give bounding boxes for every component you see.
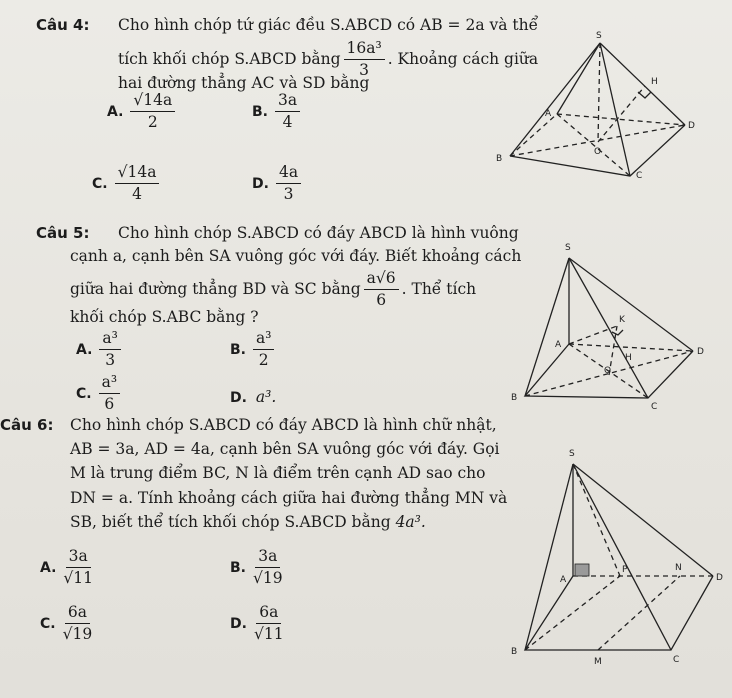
label-h: H: [651, 77, 658, 87]
q4-option-a-den: 2: [147, 113, 158, 132]
q4-option-a-key: A.: [107, 103, 124, 120]
q6-option-c-den: √19: [62, 625, 93, 644]
q6-option-b-den: √19: [253, 569, 283, 588]
q5-option-d-value: a³.: [255, 388, 277, 406]
edge-sc: [569, 258, 648, 398]
q5-line-1: Cho hình chóp S.ABCD có đáy ABCD là hình vuông: [118, 224, 519, 242]
q6-line-1: Cho hình chóp S.ABCD có đáy ABCD là hình chữ nhật,: [70, 416, 497, 434]
q4-option-d-fraction: [276, 164, 301, 203]
q5-line-2: cạnh a, cạnh bên SA vuông góc với đáy. Biết khoảng cách: [70, 247, 522, 265]
label-p: P: [622, 565, 628, 575]
q5-option-a-key: A.: [76, 341, 93, 358]
q5-option-b-num: a³: [253, 330, 274, 350]
label-n: N: [675, 563, 682, 573]
q5-line-3-pre: giữa hai đường thẳng BD và SC bằng: [70, 279, 361, 298]
q6-option-d[interactable]: [230, 604, 287, 643]
q4-option-c[interactable]: [92, 164, 162, 203]
segment-sp: [573, 464, 620, 576]
q5-option-d[interactable]: [230, 388, 276, 406]
q6-option-c[interactable]: [40, 604, 95, 643]
q5-option-a-fraction: [99, 330, 120, 369]
label-o: O: [604, 366, 612, 376]
label-m: M: [594, 657, 602, 667]
q5-option-b-fraction: [253, 330, 274, 369]
q4-option-b[interactable]: [252, 92, 303, 131]
q4-line-1: Cho hình chóp tứ giác đều S.ABCD có AB = 2a và thể: [118, 16, 539, 34]
q5-line-4: khối chóp S.ABC bằng ?: [70, 308, 259, 326]
q4-option-a-num: √14a: [130, 92, 175, 112]
q4-option-d-num: 4a: [276, 164, 301, 184]
q5-option-c-key: C.: [76, 385, 92, 402]
q4-pyramid-figure: [490, 28, 710, 198]
q6-option-a-den: √11: [63, 569, 94, 588]
label-d: D: [697, 347, 704, 357]
q4-line-3: hai đường thẳng AC và SD bằng: [118, 74, 370, 92]
q5-option-c-den: 6: [104, 395, 115, 414]
label-c: C: [651, 402, 658, 412]
q4-option-d-den: 3: [283, 185, 294, 204]
q5-distance-denominator: 6: [376, 291, 387, 310]
label-s: S: [565, 243, 571, 253]
label-b: B: [496, 154, 503, 164]
q5-option-d-key: D.: [230, 390, 247, 406]
q5-option-c-num: a³: [99, 374, 120, 394]
q5-option-b-den: 2: [258, 351, 269, 370]
edge-sb: [525, 258, 569, 396]
base-edge-ad: [569, 344, 693, 351]
q4-option-c-num: √14a: [115, 164, 160, 184]
q4-option-c-key: C.: [92, 175, 108, 192]
label-k: K: [619, 315, 625, 325]
diagonal-ac: [557, 114, 630, 176]
q6-label: Câu 6:: [0, 416, 54, 434]
segment-mn: [598, 576, 680, 650]
segment-ak: [569, 326, 617, 344]
label-a: A: [555, 340, 562, 350]
q6-option-c-num: 6a: [65, 604, 90, 624]
q5-distance-fraction: [364, 270, 399, 309]
q6-option-b-key: B.: [230, 559, 246, 576]
label-a: A: [545, 109, 552, 119]
q5-option-b-key: B.: [230, 341, 246, 358]
q5-option-a[interactable]: [76, 330, 124, 369]
q6-volume-value: 4a³.: [395, 513, 426, 531]
q4-option-c-den: 4: [132, 185, 142, 204]
edge-sd: [573, 464, 713, 576]
q4-label: Câu 4:: [36, 16, 90, 34]
q5-option-a-den: 3: [105, 351, 116, 370]
q5-option-c[interactable]: [76, 374, 123, 413]
height-so: [598, 43, 600, 142]
q6-pyramid-figure: [505, 446, 727, 680]
right-angle-mark-h: [638, 92, 651, 98]
q5-option-c-fraction: [99, 374, 120, 413]
q6-option-a[interactable]: [40, 548, 96, 587]
q6-line-5: [70, 515, 426, 531]
q4-line-2-post: . Khoảng cách giữa: [387, 49, 539, 68]
label-s: S: [569, 449, 575, 459]
edge-sa: [557, 43, 600, 114]
edge-sb: [525, 464, 573, 650]
label-b: B: [511, 647, 518, 657]
edge-sc: [600, 43, 630, 176]
label-d: D: [716, 573, 723, 583]
q6-option-d-den: √11: [253, 625, 284, 644]
q6-option-d-fraction: [254, 604, 284, 643]
right-angle-mark-k: [612, 330, 623, 335]
label-b: B: [511, 393, 518, 403]
q6-option-a-fraction: [63, 548, 93, 587]
edge-sd: [600, 43, 685, 125]
q6-option-b-fraction: [253, 548, 283, 587]
q4-volume-numerator: 16a³: [344, 40, 385, 60]
q6-option-c-fraction: [63, 604, 93, 643]
q4-line-2-pre: tích khối chóp S.ABCD bằng: [118, 49, 341, 68]
q5-label: Câu 5:: [36, 224, 90, 242]
q6-option-b[interactable]: [230, 548, 286, 587]
q4-option-c-fraction: [115, 164, 160, 203]
q4-option-b-key: B.: [252, 103, 268, 120]
segment-bp: [525, 576, 620, 650]
q5-option-b[interactable]: [230, 330, 277, 369]
label-c: C: [673, 655, 680, 665]
q6-line-4: DN = a. Tính khoảng cách giữa hai đường thẳng MN và: [70, 489, 508, 507]
q4-option-d[interactable]: [252, 164, 304, 203]
q6-line-3: M là trung điểm BC, N là điểm trên cạnh AD sao cho: [70, 464, 486, 482]
q6-line-5-pre: SB, biết thể tích khối chóp S.ABCD bằng: [70, 513, 391, 531]
q5-option-a-num: a³: [99, 330, 120, 350]
base-edges-visible: [525, 576, 713, 650]
label-d: D: [688, 121, 695, 131]
q6-option-b-num: 3a: [255, 548, 280, 568]
label-s: S: [596, 31, 602, 41]
q4-option-d-key: D.: [252, 175, 269, 192]
q5-line-3: [70, 270, 476, 309]
q4-option-b-fraction: [275, 92, 300, 131]
label-h: H: [625, 353, 632, 363]
q5-distance-numerator: a√6: [364, 270, 399, 290]
q4-option-b-num: 3a: [275, 92, 300, 112]
q4-option-b-den: 4: [282, 113, 293, 132]
q4-option-a[interactable]: [107, 92, 178, 131]
edge-sc: [573, 464, 671, 650]
q4-volume-denominator: 3: [359, 61, 370, 80]
q4-option-a-fraction: [130, 92, 175, 131]
q6-line-2: AB = 3a, AD = 4a, cạnh bên SA vuông góc với đáy. Gọi: [70, 440, 500, 458]
right-angle-mark-a: [575, 564, 589, 576]
q5-line-3-post: . Thể tích: [401, 279, 477, 298]
label-a: A: [560, 575, 567, 585]
q6-option-d-key: D.: [230, 615, 247, 632]
q5-pyramid-figure: [505, 236, 720, 416]
q6-option-a-key: A.: [40, 559, 57, 576]
label-o: O: [594, 147, 602, 157]
q6-option-d-num: 6a: [256, 604, 281, 624]
q6-option-a-num: 3a: [66, 548, 91, 568]
q6-option-c-key: C.: [40, 615, 56, 632]
label-c: C: [636, 171, 643, 181]
